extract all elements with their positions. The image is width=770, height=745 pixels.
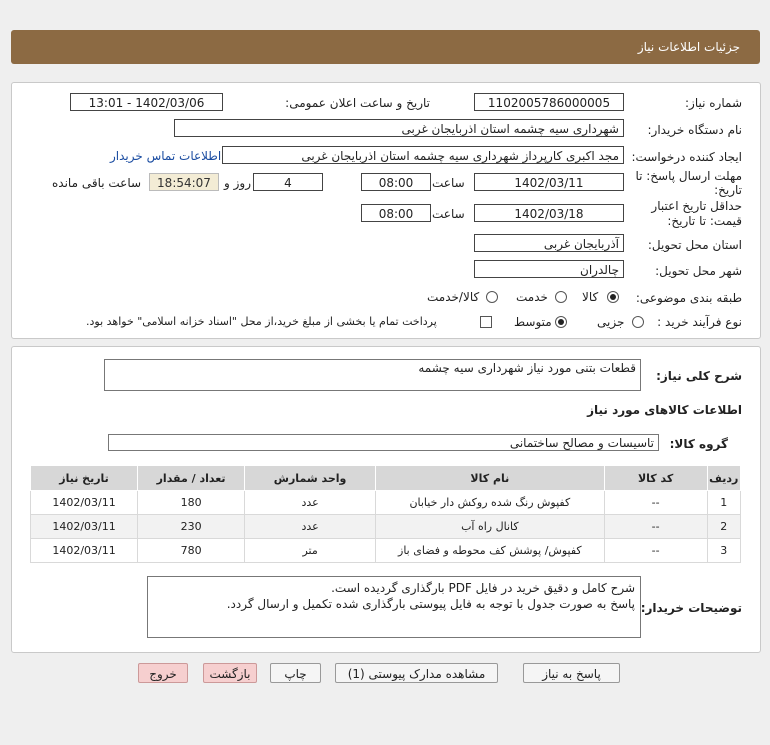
page-title: جزئیات اطلاعات نیاز	[637, 40, 740, 54]
deadline-time-label: ساعت	[432, 176, 465, 190]
goods-group-field: تاسیسات و مصالح ساختمانی	[108, 434, 659, 451]
table-row	[31, 491, 741, 515]
remaining-time-field: 18:54:07	[149, 173, 219, 191]
deadline-date-field: 1402/03/11	[474, 173, 624, 191]
city-label: شهر محل تحویل:	[655, 264, 742, 278]
col-code: کد کالا	[604, 466, 707, 491]
province-field: آذربایجان غربی	[474, 234, 624, 252]
need-number-field: 1102005786000005	[474, 93, 624, 111]
exit-button[interactable]: خروج	[138, 663, 188, 683]
col-unit: واحد شمارش	[245, 466, 376, 491]
cell-row: 1	[707, 491, 740, 515]
days-field: 4	[253, 173, 323, 191]
cell-unit: عدد	[245, 491, 376, 515]
validity-label-2: قیمت: تا تاریخ:	[667, 214, 742, 228]
col-qty: تعداد / مقدار	[138, 466, 245, 491]
city-field: چالدران	[474, 260, 624, 278]
need-number-label: شماره نیاز:	[685, 96, 742, 110]
process-medium-radio[interactable]	[555, 316, 567, 328]
cell-code: --	[604, 539, 707, 563]
cell-qty: 780	[138, 539, 245, 563]
view-attachments-button[interactable]: مشاهده مدارک پیوستی (1)	[335, 663, 498, 683]
page-title-bar	[11, 30, 760, 64]
days-label: روز و	[224, 176, 251, 190]
deadline-label-2: تاریخ:	[714, 183, 742, 197]
cell-qty: 180	[138, 491, 245, 515]
buyer-notes-line-2: پاسخ به صورت جدول با توجه به فایل پیوستی بارگذاری شده تکمیل و ارسال گردد.	[226, 597, 635, 611]
category-service-label: خدمت	[516, 290, 548, 304]
cell-row: 3	[707, 539, 740, 563]
table-row	[31, 515, 741, 539]
description-label: شرح کلی نیاز:	[656, 369, 742, 383]
goods-table	[30, 465, 741, 563]
requester-label: ایجاد کننده درخواست:	[631, 150, 742, 164]
buyer-org-field: شهرداری سیه چشمه استان اذربایجان غربی	[174, 119, 624, 137]
category-goods-service-radio[interactable]	[486, 291, 498, 303]
announce-field: 1402/03/06 - 13:01	[70, 93, 223, 111]
validity-label-1: حداقل تاریخ اعتبار	[651, 199, 742, 213]
validity-time-field: 08:00	[361, 204, 431, 222]
cell-unit: عدد	[245, 515, 376, 539]
treasury-payment-checkbox[interactable]	[480, 316, 492, 328]
table-row	[31, 539, 741, 563]
details-panel	[11, 346, 761, 653]
cell-date: 1402/03/11	[31, 491, 138, 515]
process-minor-radio[interactable]	[632, 316, 644, 328]
back-button[interactable]: بازگشت	[203, 663, 257, 683]
cell-name: کفپوش رنگ شده روکش دار خیابان	[376, 491, 605, 515]
category-goods-radio[interactable]	[607, 291, 619, 303]
requester-field: مجد اکبری کارپرداز شهرداری سیه چشمه استان اذربایجان غربی	[222, 146, 624, 164]
validity-time-label: ساعت	[432, 207, 465, 221]
contact-info-link[interactable]: اطلاعات تماس خریدار	[110, 149, 222, 163]
buyer-org-label: نام دستگاه خریدار:	[647, 123, 742, 137]
cell-date: 1402/03/11	[31, 515, 138, 539]
col-date: تاریخ نیاز	[31, 466, 138, 491]
cell-qty: 230	[138, 515, 245, 539]
announce-label: تاریخ و ساعت اعلان عمومی:	[285, 96, 430, 110]
reply-button[interactable]: پاسخ به نیاز	[523, 663, 620, 683]
cell-name: کفپوش/ پوشش کف محوطه و فضای باز	[376, 539, 605, 563]
description-field: قطعات بتنی مورد نیاز شهرداری سیه چشمه	[104, 359, 641, 391]
province-label: استان محل تحویل:	[647, 238, 742, 252]
category-goods-label: کالا	[582, 290, 599, 304]
print-button[interactable]: چاپ	[270, 663, 321, 683]
buyer-notes-line-1: شرح کامل و دقیق خرید در فایل PDF بارگذاری گردیده است.	[331, 581, 635, 595]
deadline-time-field: 08:00	[361, 173, 431, 191]
category-label: طبقه بندی موضوعی:	[635, 291, 742, 305]
process-minor-label: جزیی	[597, 315, 625, 329]
remaining-label: ساعت باقی مانده	[52, 176, 142, 190]
treasury-payment-note: پرداخت تمام یا بخشی از مبلغ خرید،از محل "اسناد خزانه اسلامی" خواهد بود.	[86, 315, 437, 328]
process-label: نوع فرآیند خرید :	[657, 315, 742, 329]
validity-date-field: 1402/03/18	[474, 204, 624, 222]
deadline-label-1: مهلت ارسال پاسخ: تا	[635, 169, 742, 183]
cell-code: --	[604, 515, 707, 539]
cell-code: --	[604, 491, 707, 515]
buyer-notes-box	[147, 576, 641, 638]
category-goods-service-label: کالا/خدمت	[427, 290, 480, 304]
cell-unit: متر	[245, 539, 376, 563]
category-service-radio[interactable]	[555, 291, 567, 303]
info-panel	[11, 82, 761, 339]
goods-info-title: اطلاعات کالاهای مورد نیاز	[587, 403, 742, 417]
process-medium-label: متوسط	[514, 315, 552, 329]
col-row: ردیف	[707, 466, 740, 491]
cell-date: 1402/03/11	[31, 539, 138, 563]
goods-group-label: گروه کالا:	[669, 437, 728, 451]
cell-row: 2	[707, 515, 740, 539]
col-name: نام کالا	[376, 466, 605, 491]
cell-name: کانال راه آب	[376, 515, 605, 539]
buyer-notes-label: توضیحات خریدار:	[640, 601, 742, 615]
